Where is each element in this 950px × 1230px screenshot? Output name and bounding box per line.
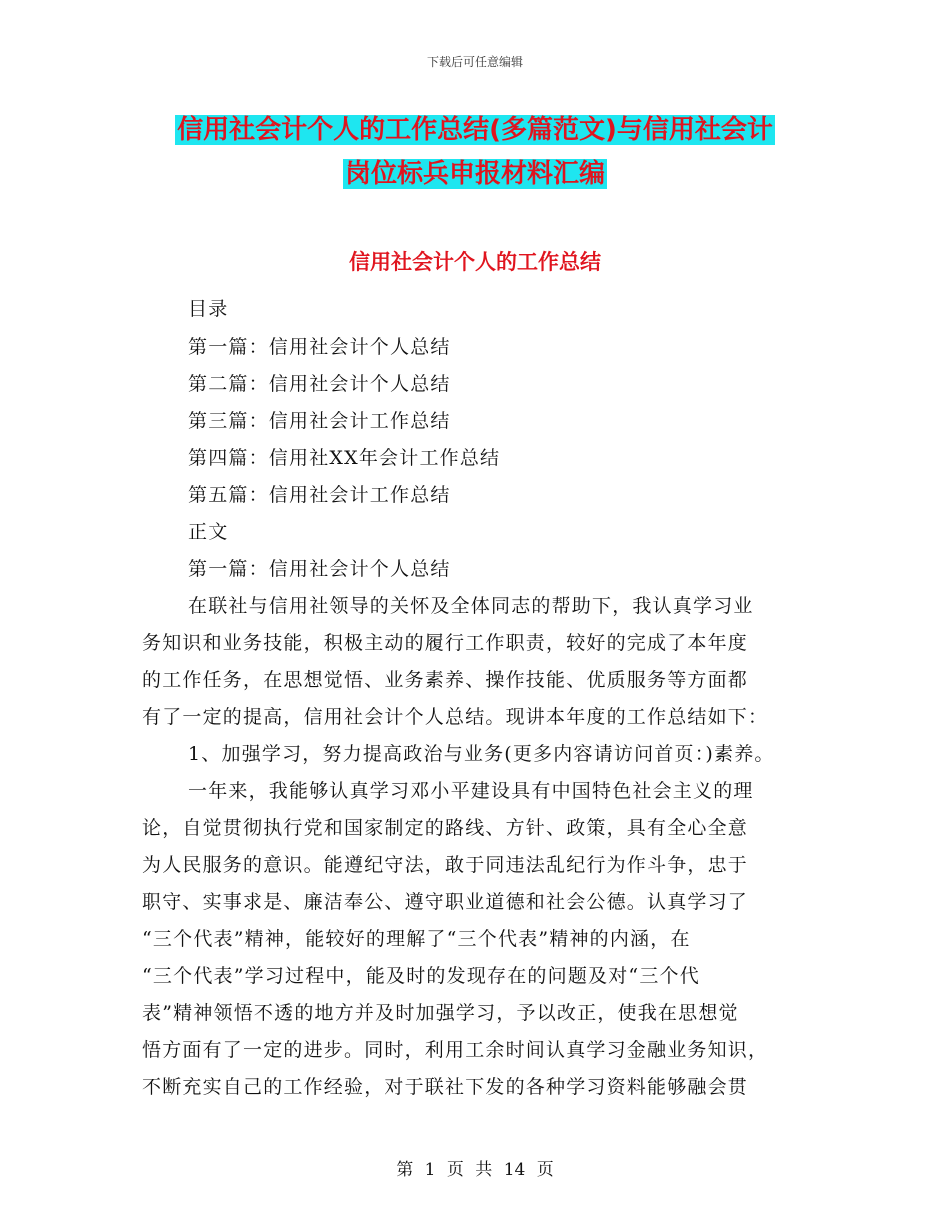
body-line: 职守、实事求是、廉洁奉公、遵守职业道德和社会公德。认真学习了 [142, 891, 749, 913]
body-line: 务知识和业务技能，积极主动的履行工作职责，较好的完成了本年度 [142, 632, 749, 654]
toc-item-5: 第五篇：信用社会计工作总结 [188, 484, 451, 506]
body-heading: 正文 [188, 521, 229, 543]
page-number: 第 1 页 共 14 页 [396, 1160, 554, 1180]
section-title: 信用社会计个人的工作总结 [349, 250, 601, 274]
body-line: 有了一定的提高，信用社会计个人总结。现讲本年度的工作总结如下： [142, 706, 769, 728]
toc-item-4: 第四篇：信用社XX年会计工作总结 [188, 447, 501, 469]
document-title-line-2 [0, 154, 950, 194]
body-line: 的工作任务，在思想觉悟、业务素养、操作技能、优质服务等方面都 [142, 669, 749, 691]
document-title-line-1 [0, 110, 950, 150]
body-line: 在联社与信用社领导的关怀及全体同志的帮助下，我认真学习业 [188, 595, 754, 617]
toc-item-1: 第一篇：信用社会计个人总结 [188, 336, 451, 358]
header-note: 下载后可任意编辑 [426, 55, 523, 69]
toc-heading: 目录 [188, 298, 229, 320]
first-article-heading: 第一篇：信用社会计个人总结 [188, 558, 451, 580]
toc-item-3: 第三篇：信用社会计工作总结 [188, 410, 451, 432]
body-line: 为人民服务的意识。能遵纪守法，敢于同违法乱纪行为作斗争，忠于 [142, 854, 749, 876]
title-highlight-2: 岗位标兵申报材料汇编 [344, 159, 605, 189]
toc-item-2: 第二篇：信用社会计个人总结 [188, 373, 451, 395]
body-line: 悟方面有了一定的进步。同时，利用工余时间认真学习金融业务知识， [142, 1039, 769, 1061]
body-line: 一年来，我能够认真学习邓小平建设具有中国特色社会主义的理 [188, 780, 754, 802]
body-line: 论，自觉贯彻执行党和国家制定的路线、方针、政策，具有全心全意 [142, 817, 749, 839]
body-line: 表”精神领悟不透的地方并及时加强学习，予以改正，使我在思想觉 [142, 1002, 739, 1024]
title-highlight-1: 信用社会计个人的工作总结(多篇范文)与信用社会计 [177, 115, 773, 145]
body-line: “三个代表”学习过程中，能及时的发现存在的问题及对“三个代 [142, 965, 700, 987]
body-line: 1、加强学习，努力提高政治与业务(更多内容请访问首页：)素养。 [188, 743, 775, 765]
body-line: 不断充实自己的工作经验，对于联社下发的各种学习资料能够融会贯 [142, 1076, 749, 1098]
body-line: “三个代表”精神，能较好的理解了“三个代表”精神的内涵，在 [142, 928, 691, 950]
